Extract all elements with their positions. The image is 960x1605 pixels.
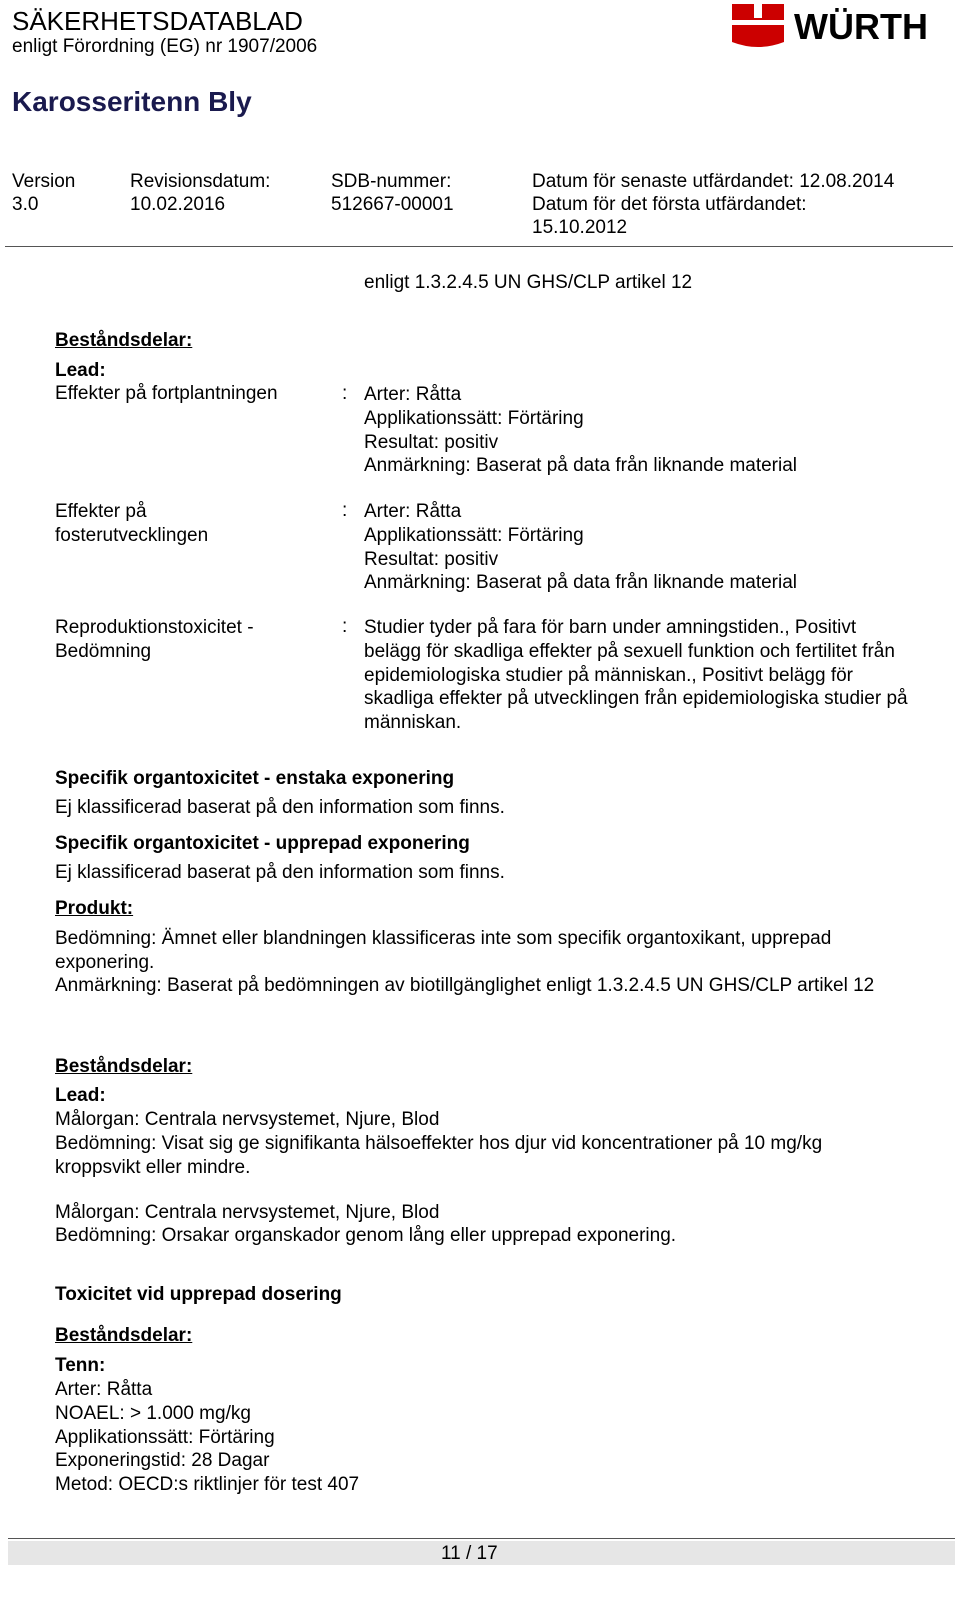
repeated-dose-exposure: Exponeringstid: 28 Dagar: [55, 1450, 270, 1472]
row-label-development: [55, 500, 315, 548]
assessment-1: Bedömning: Visat sig ge signifikanta hälsoeffekter hos djur vid koncentrationer på 10 mg/kg kroppsvikt eller mindre.: [55, 1133, 823, 1178]
row-label-repro-1: Reproduktionstoxicitet -: [55, 617, 254, 638]
components-label: Beståndsdelar:: [55, 330, 193, 351]
wurth-logo: [730, 2, 935, 58]
substance-label: Lead:: [55, 360, 106, 381]
colon: :: [342, 383, 348, 404]
first-issue-value: 15.10.2012: [532, 217, 628, 238]
row-label-repro-2: Bedömning: [55, 640, 152, 662]
fertility-values: [364, 383, 924, 478]
stot-repeated-heading: Specifik organtoxicitet - upprepad exponering: [55, 833, 470, 854]
substance-label: Lead:: [55, 1085, 106, 1106]
repeated-dose-values: [55, 1378, 655, 1497]
product-label: Produkt:: [55, 898, 134, 919]
substance-label: Tenn:: [55, 1355, 106, 1376]
revision-label: Revisionsdatum:: [130, 171, 271, 192]
stot-single-heading: Specifik organtoxicitet - enstaka exponering: [55, 768, 455, 789]
colon: :: [342, 500, 348, 521]
revision-value: 10.02.2016: [130, 194, 226, 215]
wurth-logo-mark: [732, 4, 784, 47]
stot-single-text: Ej klassificerad baserat på den information som finns.: [55, 797, 505, 818]
components-label: Beståndsdelar:: [55, 1056, 193, 1077]
latest-issue-date: Datum för senaste utfärdandet: 12.08.2014: [532, 171, 895, 192]
page-number: 11 / 17: [441, 1543, 498, 1564]
fertility-species: Arter: Råtta: [364, 384, 462, 405]
components-label: Beståndsdelar:: [55, 1325, 193, 1346]
repeated-dose-species: Arter: Råtta: [55, 1379, 153, 1400]
repeated-dose-heading: Toxicitet vid upprepad dosering: [55, 1284, 342, 1305]
version-value: 3.0: [12, 194, 39, 215]
logo-text: WÜRTH: [794, 6, 928, 47]
product-remark: Anmärkning: Baserat på bedömningen av biotillgänglighet enligt 1.3.2.4.5 UN GHS/CLP artikel 12: [55, 975, 875, 996]
version-label: Version: [12, 171, 76, 192]
fertility-remark: Anmärkning: Baserat på data från liknande material: [364, 455, 798, 477]
development-values: [364, 500, 924, 595]
development-route: Applikationssätt: Förtäring: [364, 524, 584, 546]
sdb-label: SDB-nummer:: [331, 171, 452, 192]
assessment-2: Bedömning: Orsakar organskador genom lång eller upprepad exponering.: [55, 1225, 677, 1246]
top-note: enligt 1.3.2.4.5 UN GHS/CLP artikel 12: [364, 272, 693, 293]
first-issue-label: Datum för det första utfärdandet:: [532, 194, 807, 215]
repeated-dose-route: Applikationssätt: Förtäring: [55, 1426, 275, 1448]
stot-repeated-text: Ej klassificerad baserat på den information som finns.: [55, 862, 505, 883]
repro-assessment-text: Studier tyder på fara för barn under amningstiden., Positivt belägg för skadliga effekter på sexuell funktion och fertilitet från epidemiologiska studier på människan., Positivt belägg för skadliga effekter på utvecklingen från epidemiologiska studier på människan.: [364, 617, 908, 734]
repeated-dose-noael: NOAEL: > 1.000 mg/kg: [55, 1402, 251, 1424]
row-label-repro-assessment: [55, 616, 325, 664]
row-label-development-2: fosterutvecklingen: [55, 524, 209, 546]
product-name: Karosseritenn Bly: [12, 86, 252, 117]
fertility-result: Resultat: positiv: [364, 431, 499, 453]
repeated-dose-method: Metod: OECD:s riktlinjer för test 407: [55, 1474, 360, 1496]
header-divider: [5, 246, 953, 247]
regulation-subtitle: enligt Förordning (EG) nr 1907/2006: [12, 36, 318, 57]
colon: :: [342, 616, 348, 637]
development-remark: Anmärkning: Baserat på data från liknande material: [364, 572, 798, 594]
target-organs-2: Målorgan: Centrala nervsystemet, Njure, Blod: [55, 1202, 440, 1223]
row-label-fertility: Effekter på fortplantningen: [55, 383, 278, 404]
product-assessment: Bedömning: Ämnet eller blandningen klassificeras inte som specifik organtoxikant, upprepad exponering.: [55, 928, 832, 973]
document-title: SÄKERHETSDATABLAD: [12, 6, 303, 36]
row-label-development-1: Effekter på: [55, 501, 147, 522]
development-species: Arter: Råtta: [364, 501, 462, 522]
development-result: Resultat: positiv: [364, 548, 499, 570]
fertility-route: Applikationssätt: Förtäring: [364, 407, 584, 429]
sdb-value: 512667-00001: [331, 194, 454, 215]
target-organs-1: Målorgan: Centrala nervsystemet, Njure, Blod: [55, 1109, 440, 1130]
footer-divider: [8, 1538, 955, 1539]
